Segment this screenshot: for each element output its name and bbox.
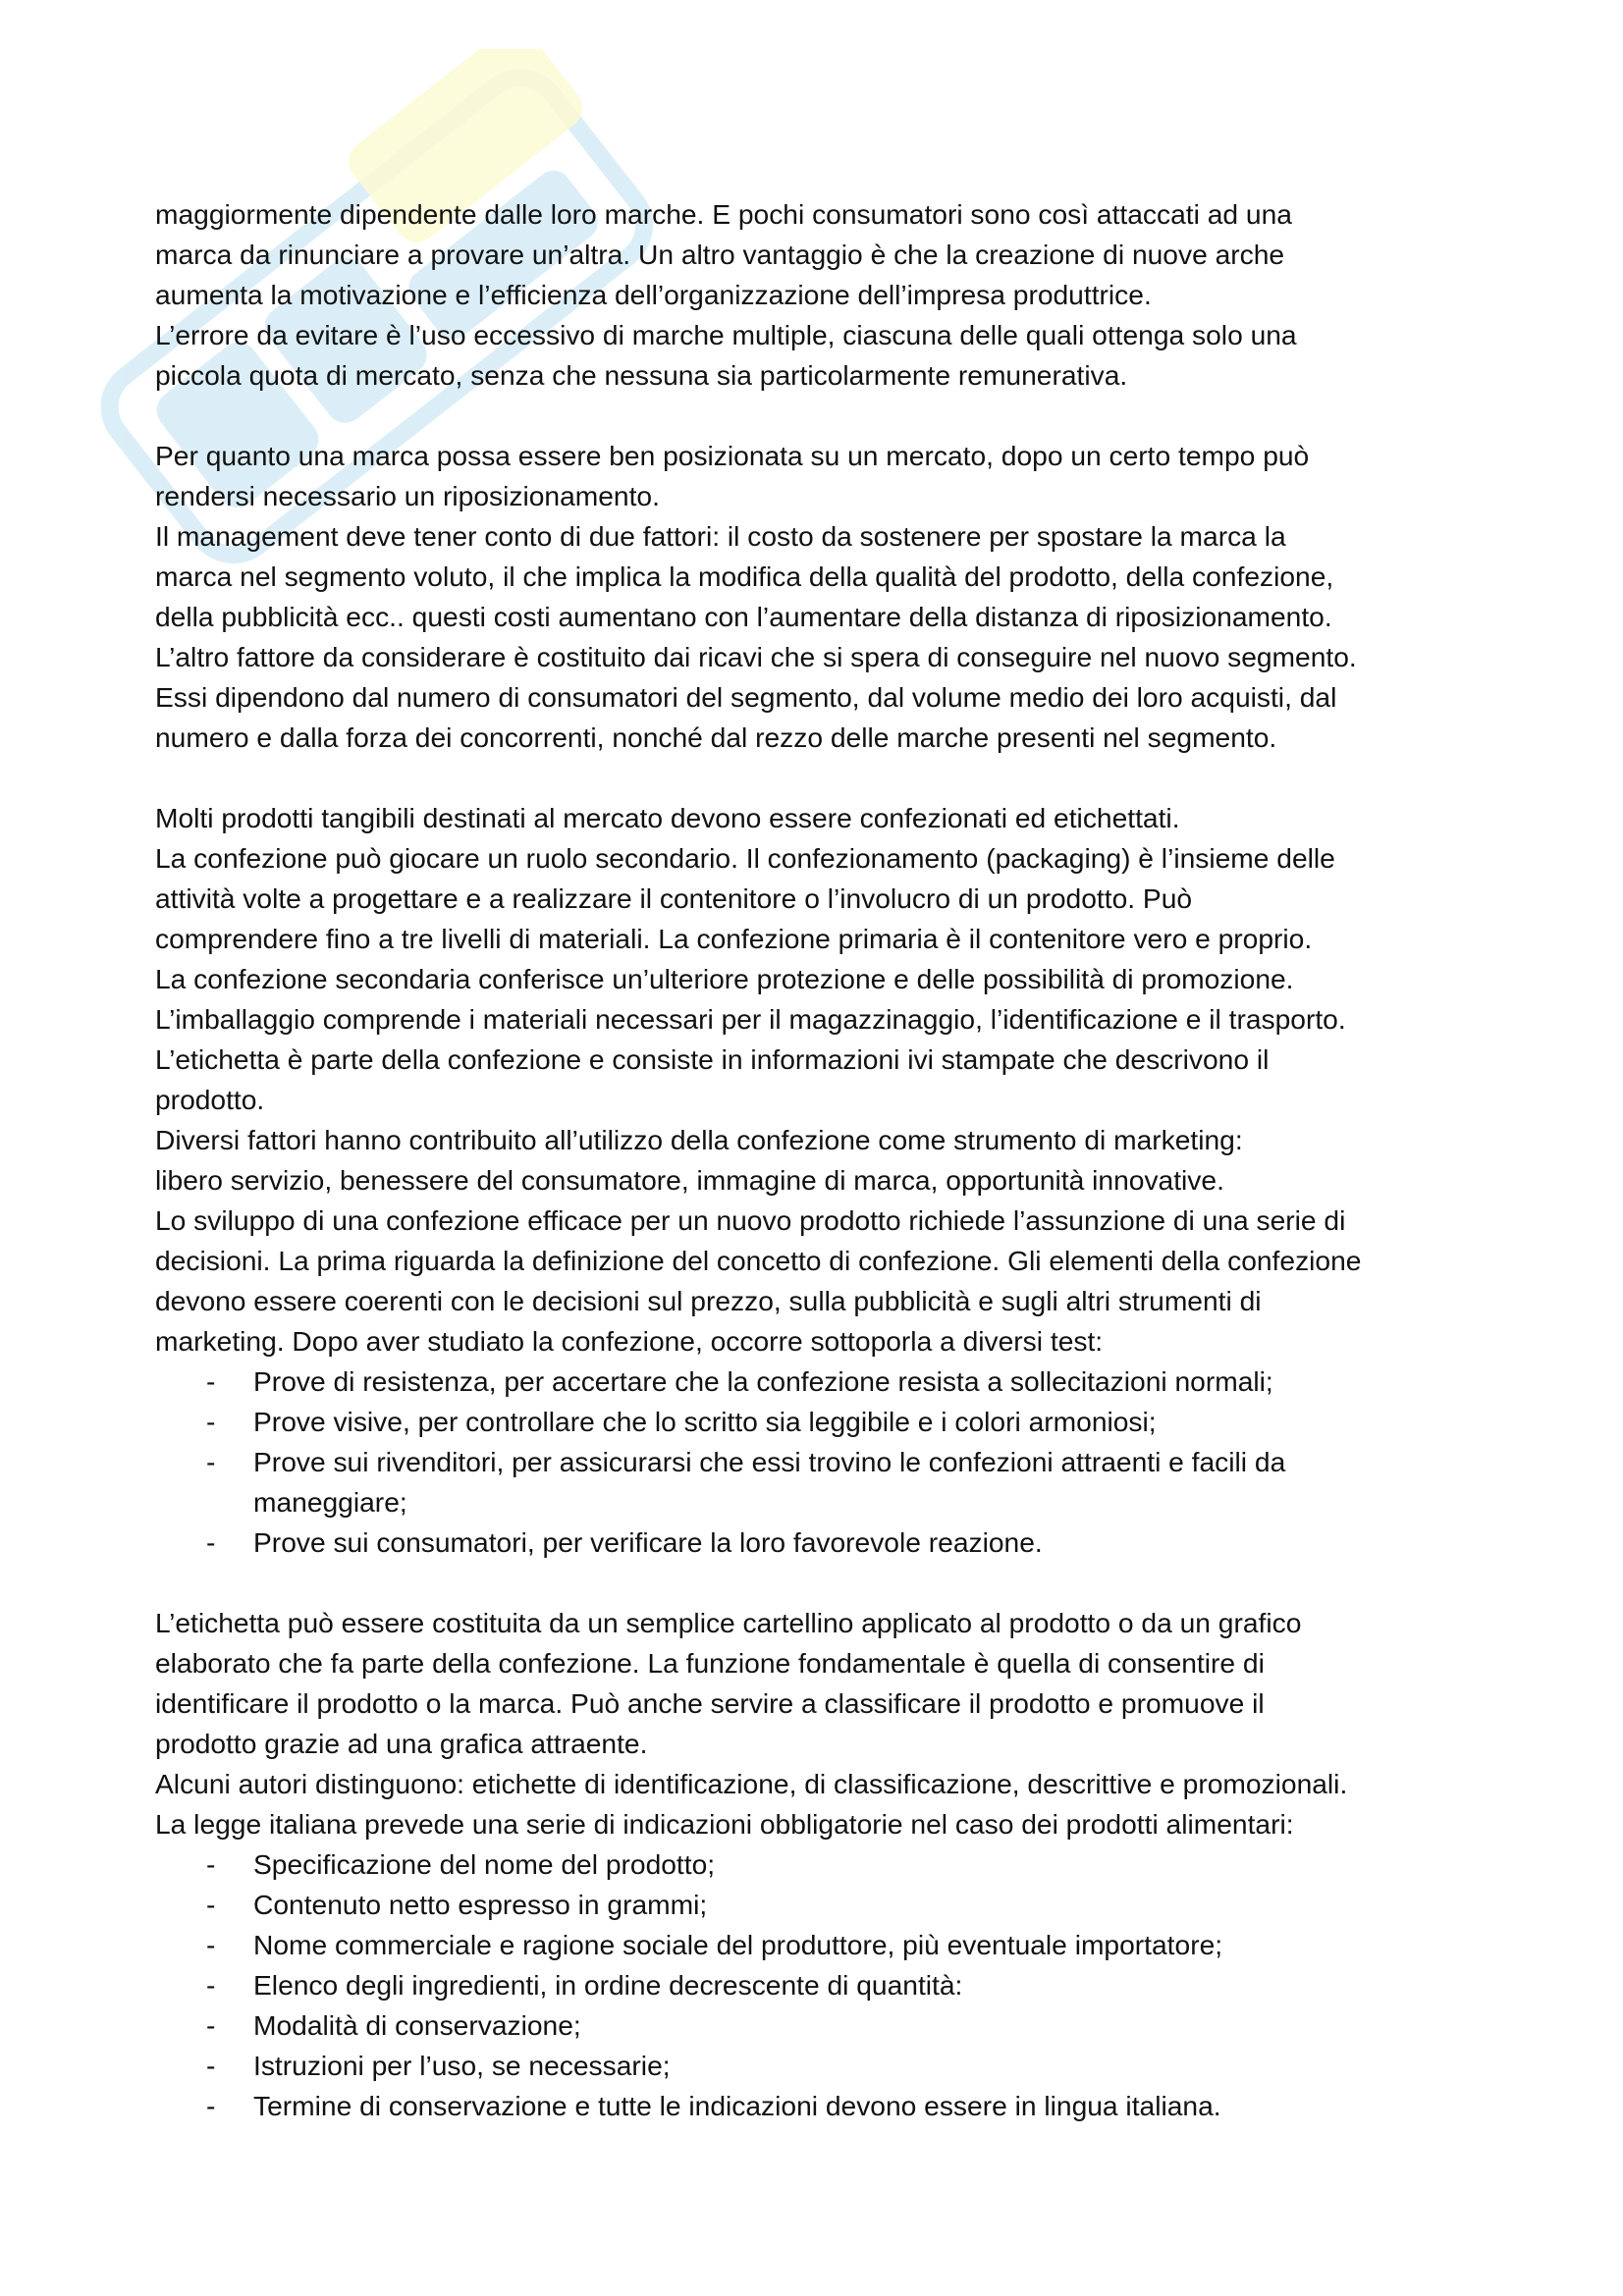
paragraph-gap (155, 758, 1490, 798)
text-line: marca da rinunciare a provare un’altra. Un altro vantaggio è che la creazione di nuove arche (155, 239, 1285, 270)
text-line: prodotto grazie ad una grafica attraente. (155, 1728, 648, 1759)
text-line: decisioni. La prima riguarda la definizione del concetto di confezione. Gli elementi della confezione (155, 1245, 1362, 1276)
list-item-text: Contenuto netto espresso in grammi; (253, 1889, 708, 1920)
text-line: L’imballaggio comprende i materiali necessari per il magazzinaggio, l’identificazione e il trasporto. (155, 1003, 1346, 1035)
list-item-text: Termine di conservazione e tutte le indicazioni devono essere in lingua italiana. (253, 2090, 1221, 2121)
text-line: devono essere coerenti con le decisioni sul prezzo, sulla pubblicità e sugli altri strumenti di (155, 1285, 1262, 1316)
list-item (155, 1885, 1490, 1925)
list-item (155, 2046, 1490, 2086)
list-item-text: Prove di resistenza, per accertare che la confezione resista a sollecitazioni normali; (253, 1365, 1273, 1397)
text-line: L’altro fattore da considerare è costituito dai ricavi che si spera di conseguire nel nuovo segmento. (155, 641, 1357, 672)
text-line: La confezione secondaria conferisce un’ulteriore protezione e delle possibilità di promozione. (155, 963, 1294, 994)
paragraph-gap (155, 396, 1490, 436)
text-line: Molti prodotti tangibili destinati al mercato devono essere confezionati ed etichettati. (155, 802, 1180, 833)
list-item (155, 1402, 1490, 1442)
list-item (155, 1442, 1490, 1522)
paragraph (155, 798, 1490, 1563)
text-line: marca nel segmento voluto, il che implica la modifica della qualità del prodotto, della confezione, (155, 561, 1334, 592)
bullet-dash: - (206, 1969, 216, 2001)
bullet-list (155, 1844, 1490, 2126)
text-line: prodotto. (155, 1084, 265, 1115)
bullet-dash: - (206, 1406, 216, 1437)
text-line: comprendere fino a tre livelli di materiali. La confezione primaria è il contenitore vero e proprio. (155, 923, 1313, 954)
text-line: rendersi necessario un riposizionamento. (155, 480, 660, 511)
text-line: aumenta la motivazione e l’efficienza dell’organizzazione dell’impresa produttrice. (155, 279, 1152, 310)
list-item (155, 1522, 1490, 1563)
bullet-dash: - (206, 1848, 216, 1880)
list-item (155, 2086, 1490, 2126)
bullet-dash: - (206, 1929, 216, 1960)
text-line: La confezione può giocare un ruolo secondario. Il confezionamento (packaging) è l’insieme delle (155, 842, 1335, 874)
bullet-dash: - (206, 1889, 216, 1920)
list-item (155, 1362, 1490, 1402)
bullet-list (155, 1362, 1490, 1563)
text-line: della pubblicità ecc.. questi costi aumentano con l’aumentare della distanza di riposizionamento. (155, 601, 1332, 632)
document-page (155, 194, 1490, 2126)
list-item-text: Specificazione del nome del prodotto; (253, 1848, 716, 1880)
text-line: identificare il prodotto o la marca. Può anche servire a classificare il prodotto e promuove il (155, 1687, 1265, 1719)
text-line: numero e dalla forza dei concorrenti, nonché dal rezzo delle marche presenti nel segmento. (155, 721, 1277, 753)
text-line: piccola quota di mercato, senza che nessuna sia particolarmente remunerativa. (155, 359, 1128, 391)
list-item-text: Prove sui rivenditori, per assicurarsi che essi trovino le confezioni attraenti e facili da (253, 1446, 1286, 1477)
list-item-text: Elenco degli ingredienti, in ordine decrescente di quantità: (253, 1969, 963, 2001)
text-line: elaborato che fa parte della confezione. La funzione fondamentale è quella di consentire di (155, 1647, 1265, 1679)
bullet-dash: - (206, 2050, 216, 2081)
text-line: Per quanto una marca possa essere ben posizionata su un mercato, dopo un certo tempo può (155, 440, 1310, 471)
text-line: Essi dipendono dal numero di consumatori del segmento, dal volume medio dei loro acquisti, dal (155, 681, 1337, 713)
text-line: libero servizio, benessere del consumatore, immagine di marca, opportunità innovative. (155, 1164, 1224, 1196)
text-line: Alcuni autori distinguono: etichette di identificazione, di classificazione, descrittive e promozionali. (155, 1768, 1348, 1799)
list-item-text: Prove sui consumatori, per verificare la loro favorevole reazione. (253, 1526, 1043, 1558)
list-item (155, 1844, 1490, 1885)
list-item-text: Prove visive, per controllare che lo scritto sia leggibile e i colori armoniosi; (253, 1406, 1157, 1437)
list-item-text: maneggiare; (253, 1486, 407, 1518)
text-line: L’errore da evitare è l’uso eccessivo di marche multiple, ciascuna delle quali ottenga solo una (155, 319, 1297, 350)
text-line: attività volte a progettare e a realizzare il contenitore o l’involucro di un prodotto. Può (155, 882, 1193, 914)
text-line: maggiormente dipendente dalle loro marche. E pochi consumatori sono così attaccati ad una (155, 198, 1292, 230)
list-item (155, 1925, 1490, 1965)
bullet-dash: - (206, 2009, 216, 2041)
text-line: Lo sviluppo di una confezione efficace per un nuovo prodotto richiede l’assunzione di una serie di (155, 1204, 1346, 1236)
paragraph (155, 1603, 1490, 2126)
text-line: L’etichetta è parte della confezione e consiste in informazioni ivi stampate che descrivono il (155, 1043, 1270, 1075)
list-item-text: Modalità di conservazione; (253, 2009, 581, 2041)
text-line: L’etichetta può essere costituita da un semplice cartellino applicato al prodotto o da un grafico (155, 1607, 1302, 1638)
bullet-dash: - (206, 2090, 216, 2121)
text-line: La legge italiana prevede una serie di indicazioni obbligatorie nel caso dei prodotti alimentari: (155, 1808, 1294, 1840)
list-item-text: Nome commerciale e ragione sociale del produttore, più eventuale importatore; (253, 1929, 1223, 1960)
list-item (155, 2005, 1490, 2046)
text-line: Il management deve tener conto di due fattori: il costo da sostenere per spostare la marca la (155, 520, 1286, 552)
paragraph (155, 436, 1490, 758)
list-item (155, 1965, 1490, 2005)
text-line: Diversi fattori hanno contribuito all’utilizzo della confezione come strumento di marketing: (155, 1124, 1243, 1155)
bullet-dash: - (206, 1526, 216, 1558)
bullet-dash: - (206, 1365, 216, 1397)
list-item-text: Istruzioni per l’uso, se necessarie; (253, 2050, 671, 2081)
paragraph (155, 194, 1490, 396)
text-line: marketing. Dopo aver studiato la confezione, occorre sottoporla a diversi test: (155, 1325, 1104, 1357)
paragraph-gap (155, 1563, 1490, 1603)
bullet-dash: - (206, 1446, 216, 1477)
